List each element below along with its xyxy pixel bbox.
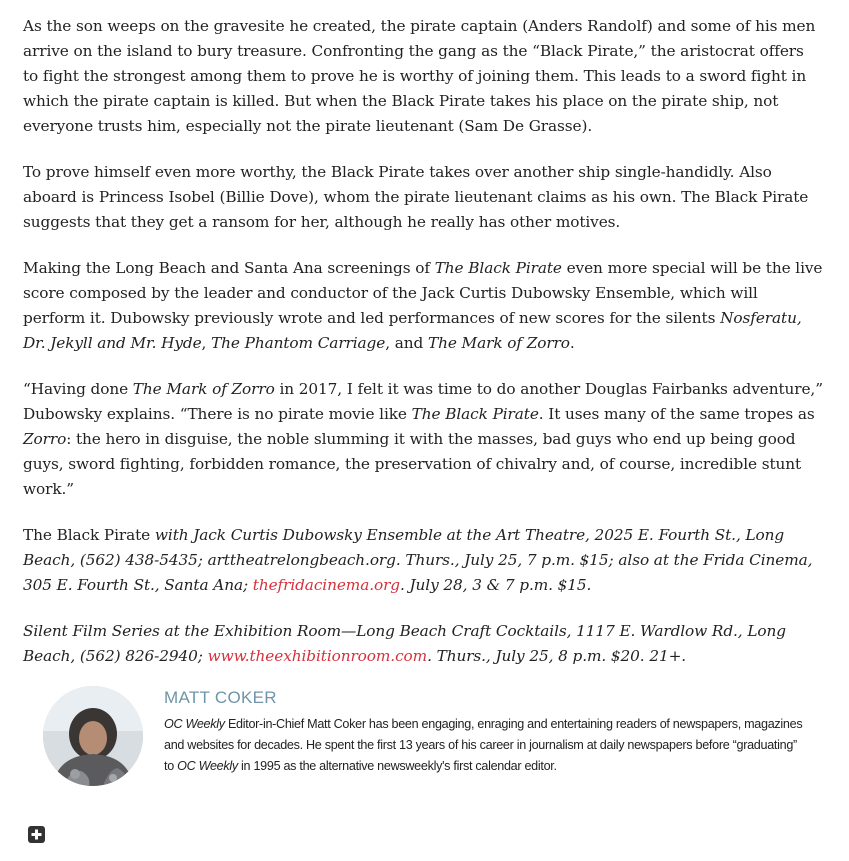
text-span: in 2017, I felt it was time to do another Douglas Fairbanks adventure,” Dubowsky explains. “There is no pirate movie like xyxy=(23,380,823,423)
italic-text: with Jack Curtis Dubowsky Ensemble at the Art Theatre, 2025 E. Fourth St., Long Beach, (562) 438-5435; arttheatrelongbeach.org. Thurs., July 25, 7 p.m. $15; also at the Frida Cinema, 305 E. Fourth St., Santa Ana; xyxy=(23,526,813,594)
article-paragraph xyxy=(23,619,823,669)
author-name[interactable]: MATT COKER xyxy=(164,688,277,707)
text-span: . It uses many of the same tropes as xyxy=(538,405,815,423)
italic-text: The Mark of Zorro xyxy=(132,380,275,398)
text-span: : the hero in disguise, the noble slumming it with the masses, bad guys who end up being good guys, sword fighting, forbidden romance, the preservation of chivalry and, of course, incredible stunt work.” xyxy=(23,430,802,498)
avatar-photo xyxy=(43,686,143,786)
author-text xyxy=(164,686,804,777)
inline-link[interactable]: www.theexhibitionroom.com xyxy=(207,647,428,665)
italic-text: . July 28, 3 & 7 p.m. $15. xyxy=(400,576,592,594)
article-paragraph xyxy=(23,160,823,235)
author-avatar[interactable] xyxy=(43,686,143,786)
italic-text: The Mark of Zorro xyxy=(427,334,570,352)
italic-text: OC Weekly xyxy=(164,717,225,731)
italic-text: OC Weekly xyxy=(177,759,238,773)
article-paragraph xyxy=(23,377,823,502)
text-span: , xyxy=(201,334,212,352)
plus-glyph xyxy=(31,829,42,840)
italic-text: The Phantom Carriage xyxy=(211,334,386,352)
article-paragraph xyxy=(23,256,823,356)
text-span: The Black Pirate xyxy=(23,526,151,544)
italic-text: The Black Pirate xyxy=(434,259,562,277)
author-bio xyxy=(164,714,804,777)
text-span: As the son weeps on the gravesite he created, the pirate captain (Anders Randolf) and some of his men arrive on the island to bury treasure. Confronting the gang as the “Black Pirate,” the aristocrat offers to fight the strongest among them to prove he is worthy of joining them. This leads to a sword fight in which the pirate captain is killed. But when the Black Pirate takes his place on the pirate ship, not everyone trusts him, especially not the pirate lieutenant (Sam De Grasse). xyxy=(23,17,816,135)
text-span: “Having done xyxy=(23,380,133,398)
inline-link[interactable]: thefridacinema.org xyxy=(252,576,400,594)
italic-text: Nosferatu, Dr. Jekyll and Mr. Hyde xyxy=(23,309,802,352)
text-span: Making the Long Beach and Santa Ana screenings of xyxy=(23,259,435,277)
plus-square-icon[interactable] xyxy=(28,826,45,843)
italic-text: . Thurs., July 25, 8 p.m. $20. 21+. xyxy=(427,647,687,665)
article-body xyxy=(23,14,823,690)
text-span: even more special will be the live score composed by the leader and conductor of the Jack Curtis Dubowsky Ensemble, which will perform it. Dubowsky previously wrote and led performances of new scores for the silents xyxy=(23,259,823,327)
italic-text: Silent Film Series at the Exhibition Room—Long Beach Craft Cocktails, 1117 E. Wardlow Rd., Long Beach, (562) 826-2940; xyxy=(23,622,786,665)
article-paragraph xyxy=(23,523,823,598)
text-span: . xyxy=(569,334,575,352)
text-span: To prove himself even more worthy, the Black Pirate takes over another ship single-handidly. Also aboard is Princess Isobel (Billie Dove), whom the pirate lieutenant claims as his own. The Black Pirate suggests that they get a ransom for her, although he really has other motives. xyxy=(23,163,809,231)
italic-text: The Black Pirate xyxy=(411,405,539,423)
text-span: , and xyxy=(385,334,428,352)
italic-text: Zorro xyxy=(23,430,67,448)
article-paragraph xyxy=(23,14,823,139)
text-span: in 1995 as the alternative newsweekly's first calendar editor. xyxy=(237,759,557,773)
text-span: Editor-in-Chief Matt Coker has been engaging, enraging and entertaining readers of newspapers, magazines and websites for decades. He spent the first 13 years of his career in journalism at daily newspapers before “graduating” to xyxy=(164,717,803,773)
